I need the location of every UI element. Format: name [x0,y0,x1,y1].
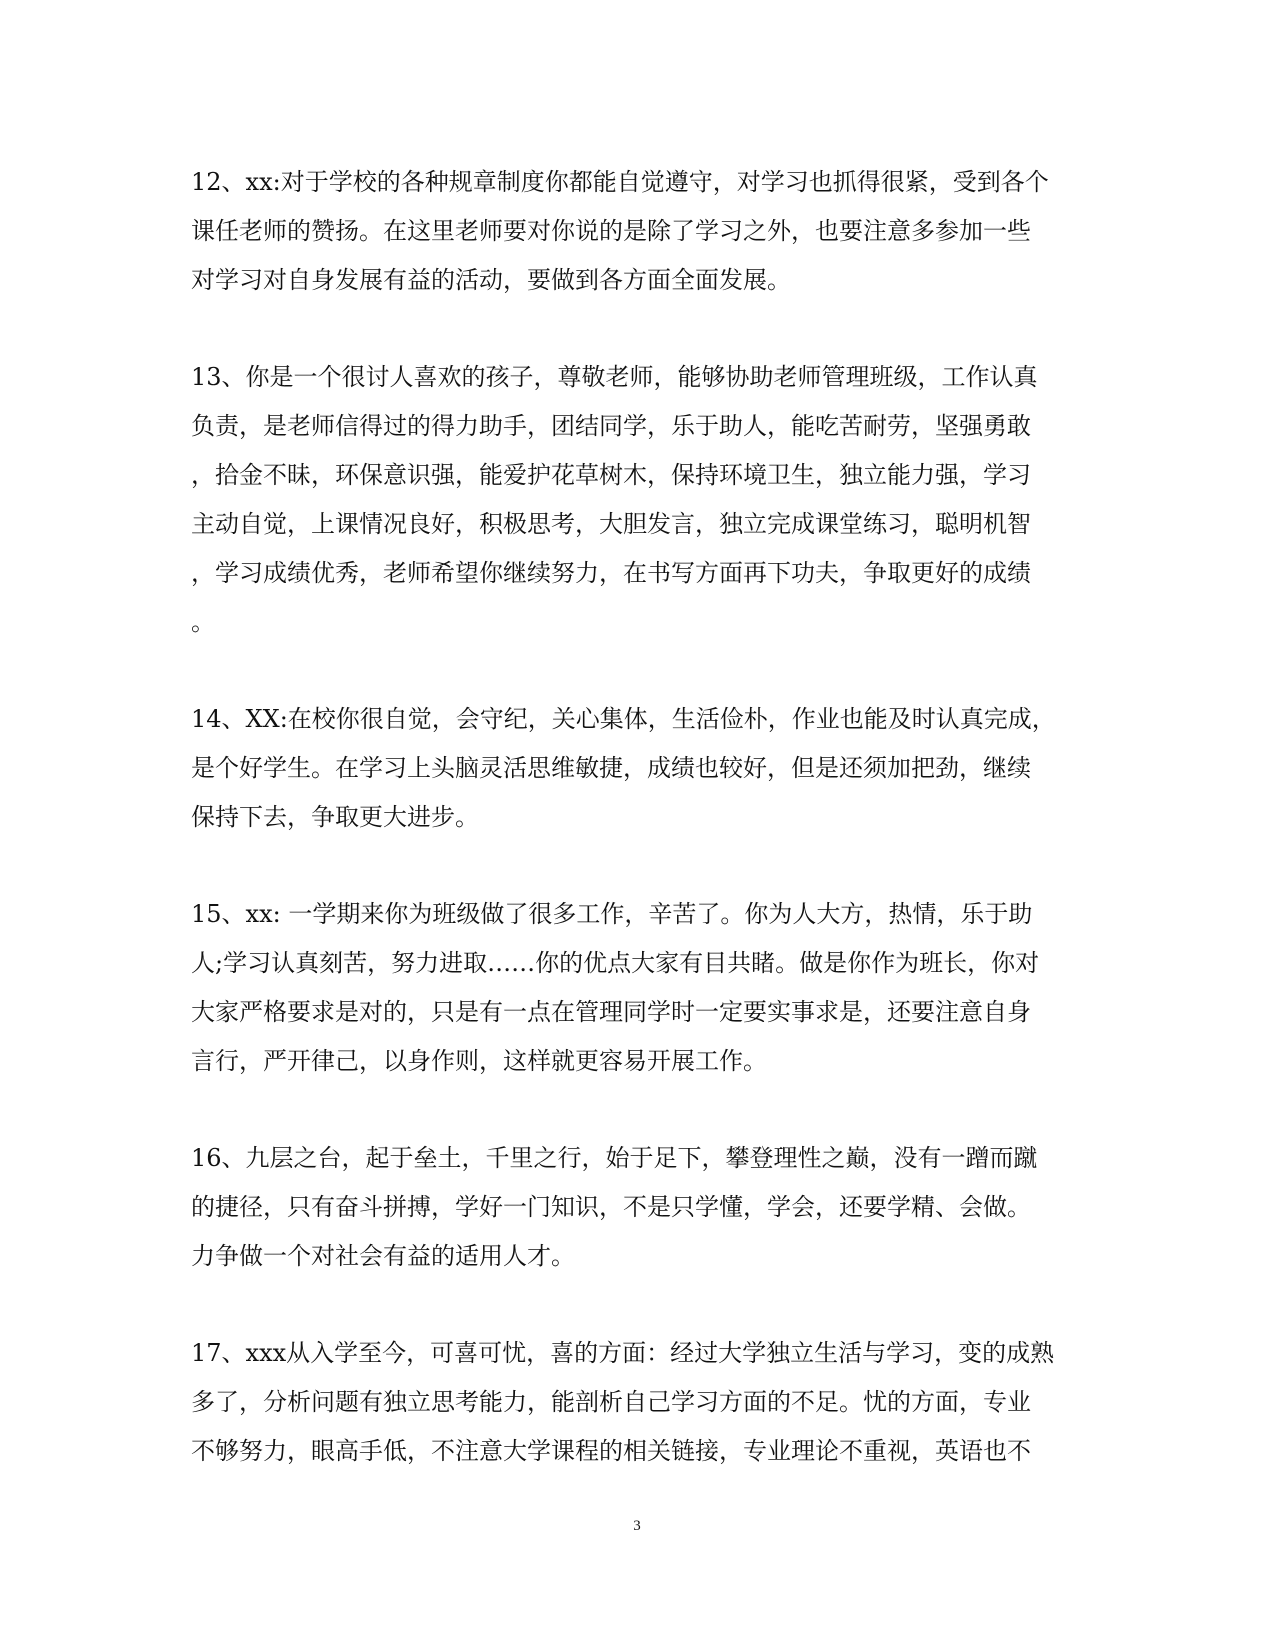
text-line: ，学习成绩优秀，老师希望你继续努力，在书写方面再下功夫，争取更好的成绩 [191,559,1031,587]
paragraph-15 [191,890,1084,1086]
text-line: 人;学习认真刻苦，努力进取……你的优点大家有目共睹。做是你作为班长，你对 [191,949,1040,977]
text-line: 17、xxx从入学至今，可喜可忧，喜的方面：经过大学独立生活与学习，变的成熟 [191,1339,1055,1367]
text-line: 保持下去，争取更大进步。 [191,803,479,831]
text-line: 课任老师的赞扬。在这里老师要对你说的是除了学习之外，也要注意多参加一些 [191,217,1031,245]
text-line: ，拾金不昧，环保意识强，能爱护花草树木，保持环境卫生，独立能力强，学习 [191,461,1031,489]
text-line: 大家严格要求是对的，只是有一点在管理同学时一定要实事求是，还要注意自身 [191,998,1031,1026]
text-line: 13、你是一个很讨人喜欢的孩子，尊敬老师，能够协助老师管理班级，工作认真 [191,363,1038,391]
paragraph-12 [191,158,1084,305]
text-line: 负责，是老师信得过的得力助手，团结同学，乐于助人，能吃苦耐劳，坚强勇敢 [191,412,1031,440]
paragraph-14 [191,695,1084,842]
text-line: 的捷径，只有奋斗拼搏，学好一门知识，不是只学懂，学会，还要学精、会做。 [191,1193,1031,1221]
text-line: 是个好学生。在学习上头脑灵活思维敏捷，成绩也较好，但是还须加把劲，继续 [191,754,1031,782]
text-line: 力争做一个对社会有益的适用人才。 [191,1242,575,1270]
page-number: 3 [633,1518,641,1534]
text-line: 不够努力，眼高手低，不注意大学课程的相关链接，专业理论不重视，英语也不 [191,1437,1031,1465]
paragraph-13 [191,353,1084,647]
text-line: 12、xx:对于学校的各种规章制度你都能自觉遵守，对学习也抓得很紧，受到各个 [191,168,1049,196]
text-line: 主动自觉，上课情况良好，积极思考，大胆发言，独立完成课堂练习，聪明机智 [191,510,1031,538]
text-line: 言行，严开律己，以身作则，这样就更容易开展工作。 [191,1047,767,1075]
page-body [191,158,1084,1524]
paragraph-16 [191,1134,1084,1281]
text-line: 。 [191,608,215,636]
paragraph-17 [191,1329,1084,1476]
text-line: 14、XX:在校你很自觉，会守纪，关心集体，生活俭朴，作业也能及时认真完成， [191,705,1056,733]
text-line: 16、九层之台，起于垒土，千里之行，始于足下，攀登理性之巅，没有一蹭而蹴 [191,1144,1038,1172]
text-line: 对学习对自身发展有益的活动，要做到各方面全面发展。 [191,266,791,294]
text-line: 15、xx: 一学期来你为班级做了很多工作，辛苦了。你为人大方，热情，乐于助 [191,900,1033,928]
text-line: 多了，分析问题有独立思考能力，能剖析自己学习方面的不足。忧的方面，专业 [191,1388,1031,1416]
